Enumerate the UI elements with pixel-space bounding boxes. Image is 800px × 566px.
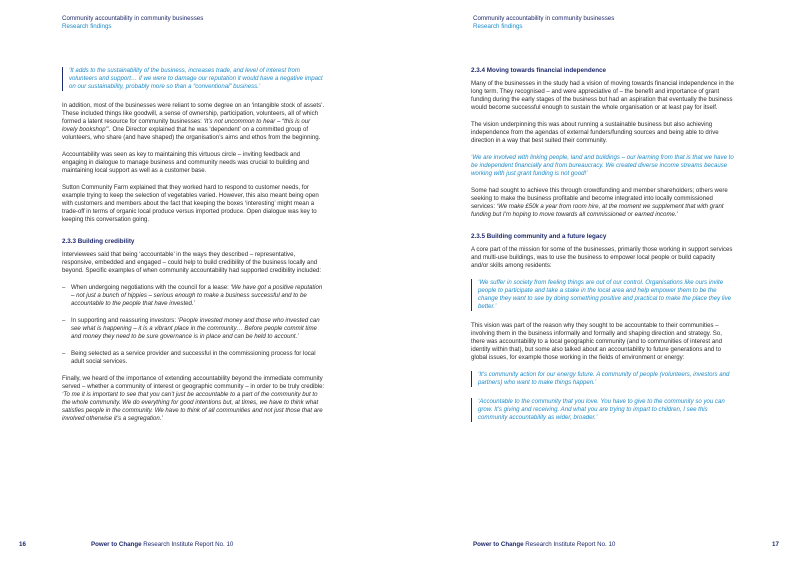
inline-block-quote: ‘We are involved with linking people, land and buildings – our learning from that is that we have to be independent financially and from bureaucracy. We created diverse income streams because working with just grant funding is not good!’ <box>471 154 734 177</box>
running-head-right <box>473 15 614 30</box>
paragraph: A core part of the mission for some of the businesses, primarily those working in support services and multi-use buildings, was to use the business to empower local people or build capacity and/or skills among residents: <box>471 246 733 269</box>
list-item-text: In supporting and reassuring investors: <box>71 317 178 324</box>
running-head-subtitle: Research findings <box>473 22 523 30</box>
running-head-title: Community accountability in community businesses <box>473 15 615 22</box>
paragraph: The vision underpinning this was about running a sustainable business but also achieving independence from the agendas of external funders/funding sources and being able to drive direction in a way that best suited their community. <box>471 121 719 144</box>
pull-quote: ‘Accountable to the community that you love. You have to give to the community so you can grow. It’s giving and receiving. And what you are trying to impart to children, I see this community accountability as wider, broader.’ <box>471 398 734 422</box>
report-label: Research Institute Report No. 10 <box>523 541 616 548</box>
inline-quote: ‘We have got a positive reputation – not just a bunch of hippies – serious enough to make a business successful and to be accountable to the people that have invested.’ <box>71 284 323 307</box>
paragraph <box>62 375 325 423</box>
list-item-text: When undergoing negotiations with the council for a lease: <box>71 284 231 291</box>
list-item <box>62 317 325 341</box>
pull-quote: ‘It adds to the sustainability of the business, increases trade, and level of interest from volunteers and support… if we were to damage our reputation it would have a negative impact on our sustainability, probably more so than a “conventional” business.’ <box>62 67 325 91</box>
brand-name: Power to Change <box>473 541 524 548</box>
right-column <box>471 67 734 433</box>
section-heading-financial-independence: 2.3.4 Moving towards financial independence <box>471 67 607 74</box>
list-item <box>62 284 325 308</box>
left-column <box>62 67 325 432</box>
footer-brand-left <box>91 541 233 548</box>
inline-quote: ‘People invested money and those who invested can see what is happening – it is a vibrant place in the community… Before people commit time and money they need to be sure governance is in place and can be held to account.’ <box>71 317 320 340</box>
list-item <box>62 350 325 366</box>
running-head-subtitle: Research findings <box>62 22 112 30</box>
brand-name: Power to Change <box>91 541 142 548</box>
paragraph <box>471 187 734 219</box>
paragraph: Sutton Community Farm explained that they worked hard to respond to customer needs, for example trying to keep the selection of vegetables varied. However, this also meant being open with customers and members about the fact that keeping the boxes ‘interesting’ might mean a trade-off in terms of organic local produce versus imported produce. Open dialogue was key to keeping this conversation going. <box>62 184 319 223</box>
running-head-title: Community accountability in community businesses <box>62 15 204 22</box>
report-label: Research Institute Report No. 10 <box>141 541 234 548</box>
pull-quote: ‘We suffer in society from feeling things are out of our control. Organisations like ours invite people to participate and take a stake in the local area and help empower them to be the change they want to see by doing something positive and practical to make the place they live better.’ <box>471 279 734 311</box>
paragraph-text: Finally, we heard of the importance of extending accountability beyond the immediate community served – whether a community of interest or geographic community – in order to be truly credible: <box>62 375 325 390</box>
inline-quote: ‘To me it is important to see that you can’t just be accountable to a part of the community but to the whole community. We do everything for good intentions but, at times, we have to think what satisfies people in the community. We have to think of all communities and not just those that are involved otherwise it’s a segregation.’ <box>62 391 323 422</box>
paragraph: This vision was part of the reason why they sought to be accountable to their communities – involving them in the business informally and formally and shaping direction and strategy. So, there was accountability to a local geographic community (and to communities of interest and identity within that), but some also talked about an accountability to future generations and to global issues, for example those working in the fields of environment or energy: <box>471 322 722 361</box>
paragraph: Interviewees said that being ‘accountable’ in the ways they described – representative, responsive, embedded and engaged – could help to build credibility of the business locally and beyond. Specific examples of when community accountability had supported credibility included: <box>62 251 322 274</box>
section-heading-credibility: 2.3.3 Building credibility <box>62 238 135 245</box>
footer-brand-right <box>473 541 615 548</box>
right-page <box>400 0 800 566</box>
credibility-list <box>62 284 325 366</box>
paragraph: Accountability was seen as key to maintaining this virtuous circle – inviting feedback and engaging in dialogue to manage business and community needs was crucial to building and maintaining local support as well as a customer base. <box>62 151 309 174</box>
pull-quote: ‘It’s community action for our energy future. A community of people (volunteers, investors and partners) who want to make things happen.’ <box>471 371 734 387</box>
page-number-left: 16 <box>19 541 26 548</box>
inline-quote: ‘We make £50k a year from room hire, at the moment we supplement that with grant funding but I’m hoping to move towards all commissioned or earned income.’ <box>471 203 724 218</box>
list-item-text: Being selected as a service provider and successful in the commissioning process for local adult social services. <box>71 350 316 365</box>
paragraph-text: Some had sought to achieve this through crowdfunding and member shareholders; others were seeking to make the business profitable and become integrated into locally commissioned services: <box>471 187 728 210</box>
paragraph: Many of the businesses in the study had a vision of moving towards financial independence in the long term. They recognised – and were appreciative of – the benefit and importance of grant funding during the early stages of the business but had an aspiration that eventually the business would become successful enough to sustain the whole organisation or at least pay for itself. <box>471 80 734 111</box>
page-number-right: 17 <box>772 541 779 548</box>
inline-quote: ‘It’s not uncommon to hear – “this is our lovely bookshop”’. <box>62 118 311 133</box>
paragraph-text: In addition, most of the businesses were reliant to some degree on an ‘intangible stock of assets’. These included things like goodwill, a sense of ownership, participation, volunteers, all of which formed a latent resource for community businesses: <box>62 102 325 125</box>
running-head-left <box>62 15 203 30</box>
paragraph-text: One Director explained that he was ‘dependent’ on a committed group of volunteers, who share (and have shaped) the organisation’s aims and ethos from the beginning. <box>62 126 321 141</box>
paragraph <box>62 102 325 142</box>
section-heading-community-legacy: 2.3.5 Building community and a future legacy <box>471 233 607 240</box>
